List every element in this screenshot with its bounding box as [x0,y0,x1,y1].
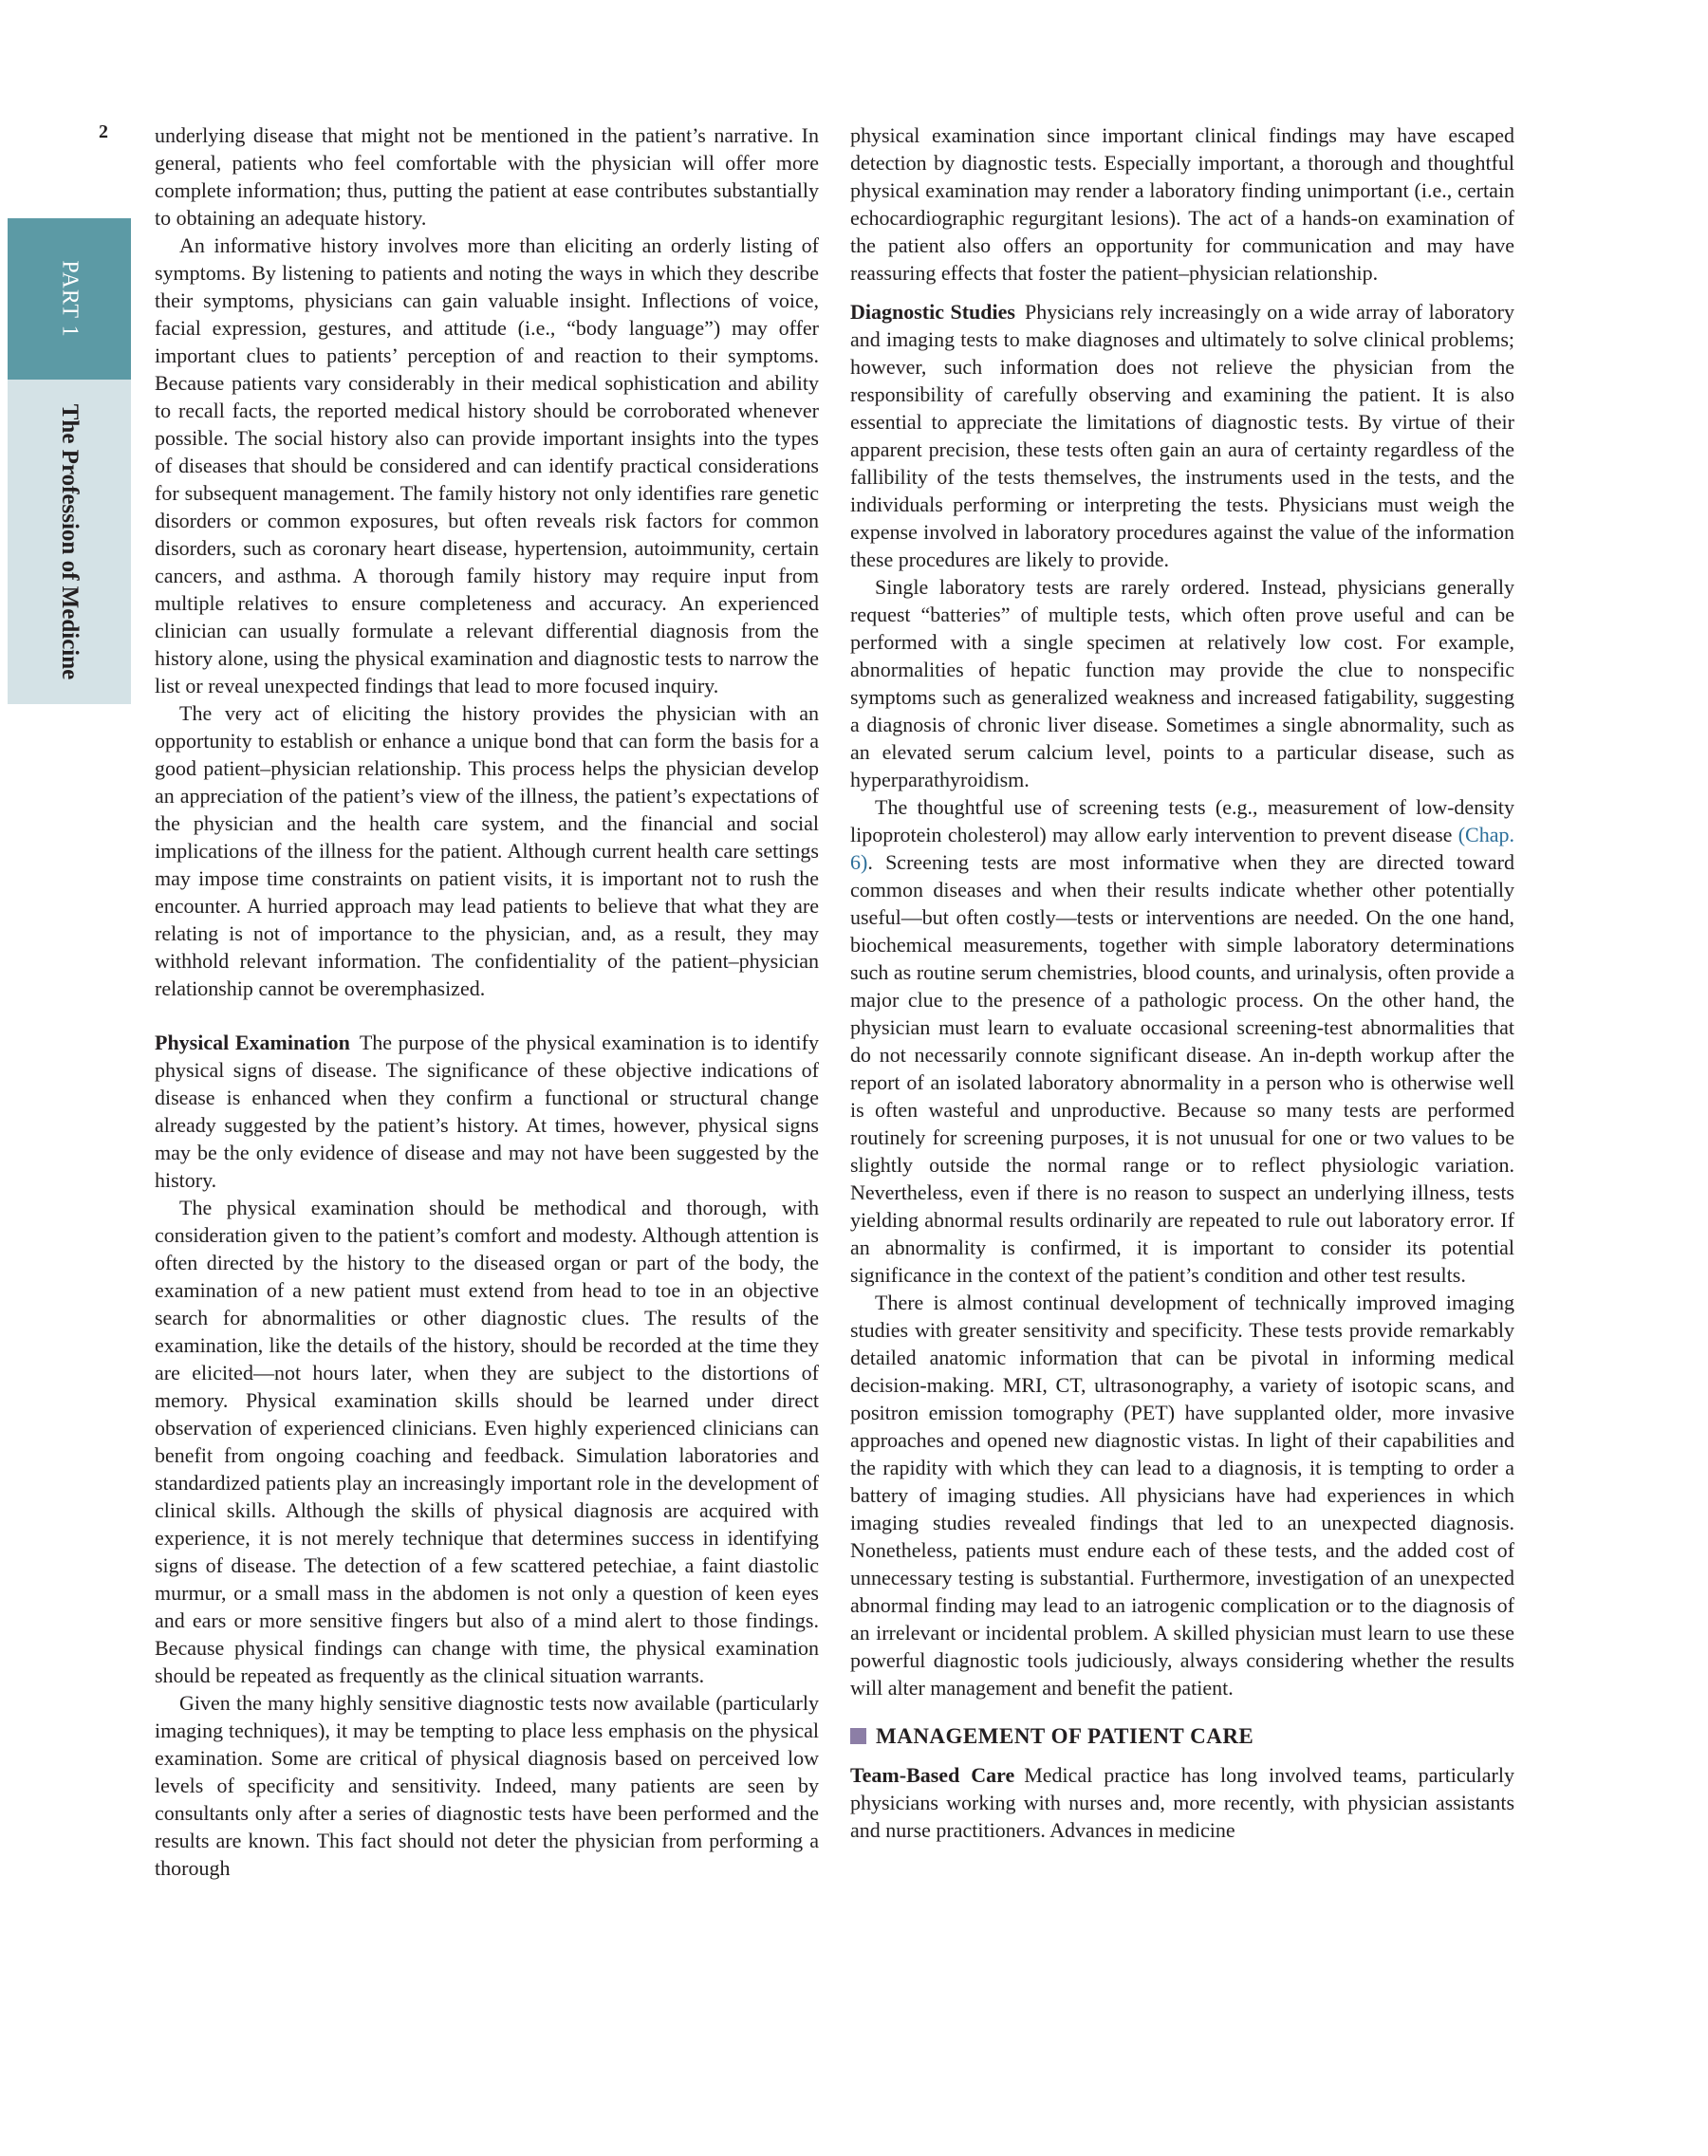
paragraph-text: The purpose of the physical examination is to identify physical signs of disease. The significance of these objective indications of disease is enhanced when they confirm a functional or structural change already suggested by the patient’s history. At times, however, physical signs may be the only evidence of disease and may not have been suggested by the history. [155,1031,819,1192]
physical-examination-paragraph [155,1029,819,1194]
part-label: PART 1 [57,260,83,338]
paragraph-text: Medical practice has long involved teams, particularly physicians working with nurses and, more recently, with physician assistants and nurse practitioners. Advances in medicine [850,1763,1514,1842]
team-based-care-heading: Team-Based Care [850,1763,1015,1787]
part-title: The Profession of Medicine [57,403,83,680]
part-side-tab [8,218,131,704]
diagnostic-studies-paragraph [850,298,1514,573]
paragraph: physical examination since important clinical findings may have escaped detection by diagnostic tests. Especially important, a thorough and thoughtful physical examination may render a laboratory finding unimportant (i.e., certain echocardiographic regurgitant lesions). The act of a hands-on examination of the patient also offers an opportunity for communication and may have reassuring effects that foster the patient–physician relationship. [850,123,1514,285]
paragraph: The very act of eliciting the history provides the physician with an opportunity to establish or enhance a unique bond that can form the basis for a good patient–physician relationship. This process helps the physician develop an appreciation of the patient’s view of the illness, the patient’s expectations of the physician and the health care system, and the financial and social implications of the illness for the patient. Although current health care settings may impose time constraints on patient visits, it is important not to rush the encounter. A hurried approach may lead patients to believe that what they are relating is not of importance to the physician, and, as a result, they may withhold relevant information. The confidentiality of the patient–physician relationship cannot be overemphasized. [155,701,819,1000]
section-square-icon [850,1728,866,1744]
paragraph: underlying disease that might not be mentioned in the patient’s narrative. In general, patients who feel comfortable with the physician will offer more complete information; thus, putting the patient at ease contributes substantially to obtaining an adequate history. [155,123,819,230]
paragraph [850,793,1514,1289]
part-title-block [8,380,131,704]
paragraph: The physical examination should be methodical and thorough, with consideration given to the patient’s comfort and modesty. Although attention is often directed by the history to the diseased organ or part of the body, the examination of a new patient must extend from head to toe in an objective search for abnormalities or other diagnostic clues. The results of the examination, like the details of the history, should be recorded at the time they are elicited—not hours later, when they are subject to the distortions of memory. Physical examination skills should be learned under direct observation of experienced clinicians. Even highly experienced clinicians can benefit from ongoing coaching and feedback. Simulation laboratories and standardized patients play an increasingly important role in the development of clinical skills. Although the skills of physical diagnosis are acquired with experience, it is not merely technique that determines success in identifying signs of disease. The detection of a few scattered petechiae, a faint diastolic murmur, or a small mass in the abdomen is not only a question of keen eyes and ears or more sensitive fingers but also of a mind alert to those findings. Because physical findings can change with time, the physical examination should be repeated as frequently as the clinical situation warrants. [155,1196,819,1687]
chapter-reference-link[interactable]: (Chap. 6) [850,823,1514,874]
section-heading-text: MANAGEMENT OF PATIENT CARE [876,1724,1254,1748]
part-label-block [8,218,131,380]
section-heading [850,1722,1514,1750]
physical-examination-heading: Physical Examination [155,1031,350,1054]
paragraph: Single laboratory tests are rarely ordered. Instead, physicians generally request “batteries” of multiple tests, which often prove useful and can be performed with a single specimen at relatively low cost. For example, abnormalities of hepatic function may provide the clue to nonspecific symptoms such as generalized weakness and increased fatigability, suggesting a diagnosis of chronic liver disease. Sometimes a single abnormality, such as an elevated serum calcium level, points to a particular disease, such as hyperparathyroidism. [850,575,1514,791]
paragraph: There is almost continual development of technically improved imaging studies with greater sensitivity and specificity. These tests provide remarkably detailed anatomic information that can be pivotal in informing medical decision-making. MRI, CT, ultrasonography, a variety of isotopic scans, and positron emission tomography (PET) have supplanted older, more invasive approaches and opened new diagnostic vistas. In light of their capabilities and the rapidity with which they can lead to a diagnosis, it is tempting to order a battery of imaging studies. All physicians have had experiences in which imaging studies revealed findings that led to an unexpected diagnosis. Nonetheless, patients must endure each of these tests, and the added cost of unnecessary testing is substantial. Furthermore, investigation of an unexpected abnormal finding may lead to an iatrogenic complication or to the diagnosis of an irrelevant or incidental problem. A skilled physician must learn to use these powerful diagnostic tools judiciously, always considering whether the results will alter management and benefit the patient. [850,1291,1514,1700]
paragraph: Given the many highly sensitive diagnostic tests now available (particularly imaging techniques), it may be tempting to place less emphasis on the physical examination. Some are critical of physical diagnosis based on perceived low levels of specificity and sensitivity. Indeed, many patients are seen by consultants only after a series of diagnostic tests have been performed and the results are known. This fact should not deter the physician from performing a thorough [155,1691,819,1880]
paragraph-text: . Screening tests are most informative when they are directed toward common diseases and when their results indicate whether other potentially useful—but often costly—tests or interventions are needed. On the one hand, biochemical measurements, together with simple laboratory determinations such as routine serum chemistries, blood counts, and urinalysis, often provide a major clue to the presence of a pathologic process. On the other hand, the physician must learn to evaluate occasional screening-test abnormalities that do not necessarily connote significant disease. An in-depth workup after the report of an isolated laboratory abnormality in a person who is otherwise well is often wasteful and unproductive. Because so many tests are performed routinely for screening purposes, it is not unusual for one or two values to be slightly outside the normal range or to reflect physiologic variation. Nevertheless, even if there is no reason to suspect an underlying illness, tests yielding abnormal results ordinarily are repeated to rule out laboratory error. If an abnormality is confirmed, it is important to consider its potential significance in the context of the patient’s condition and other test results. [850,850,1514,1287]
paragraph-text: Physicians rely increasingly on a wide array of laboratory and imaging tests to make diagnoses and ultimately to solve clinical problems; however, such information does not relieve the physician from the responsibility of carefully observing and examining the patient. It is also essential to appreciate the limitations of diagnostic tests. By virtue of their apparent precision, these tests often gain an aura of certainty regardless of the fallibility of the tests themselves, the instruments used in the tests, and the individuals performing or interpreting the tests. Physicians must weigh the expense involved in laboratory procedures against the value of the information these procedures are likely to provide. [850,300,1514,571]
paragraph: An informative history involves more than eliciting an orderly listing of symptoms. By listening to patients and noting the ways in which they describe their symptoms, physicians can gain valuable insight. Inflections of voice, facial expression, gestures, and attitude (i.e., “body language”) may offer important clues to patients’ perception of and reaction to their symptoms. Because patients vary considerably in their medical sophistication and ability to recall facts, the reported medical history should be corroborated whenever possible. The social history also can provide important insights into the types of diseases that should be considered and can identify practical considerations for subsequent management. The family history not only identifies rare genetic disorders or common exposures, but often reveals risk factors for common disorders, such as coronary heart disease, hypertension, autoimmunity, certain cancers, and asthma. A thorough family history may require input from multiple relatives to ensure completeness and accuracy. An experienced clinician can usually formulate a relevant differential diagnosis from the history alone, using the physical examination and diagnostic tests to narrow the list or reveal unexpected findings that lead to more focused inquiry. [155,233,819,697]
page-number: 2 [99,121,108,142]
diagnostic-studies-heading: Diagnostic Studies [850,300,1015,324]
paragraph-text: The thoughtful use of screening tests (e.g., measurement of low-density lipoprotein cholesterol) may allow early intervention to prevent disease [850,795,1514,846]
team-based-care-paragraph [850,1761,1514,1844]
right-column [850,121,1514,1844]
left-column [155,121,819,1882]
